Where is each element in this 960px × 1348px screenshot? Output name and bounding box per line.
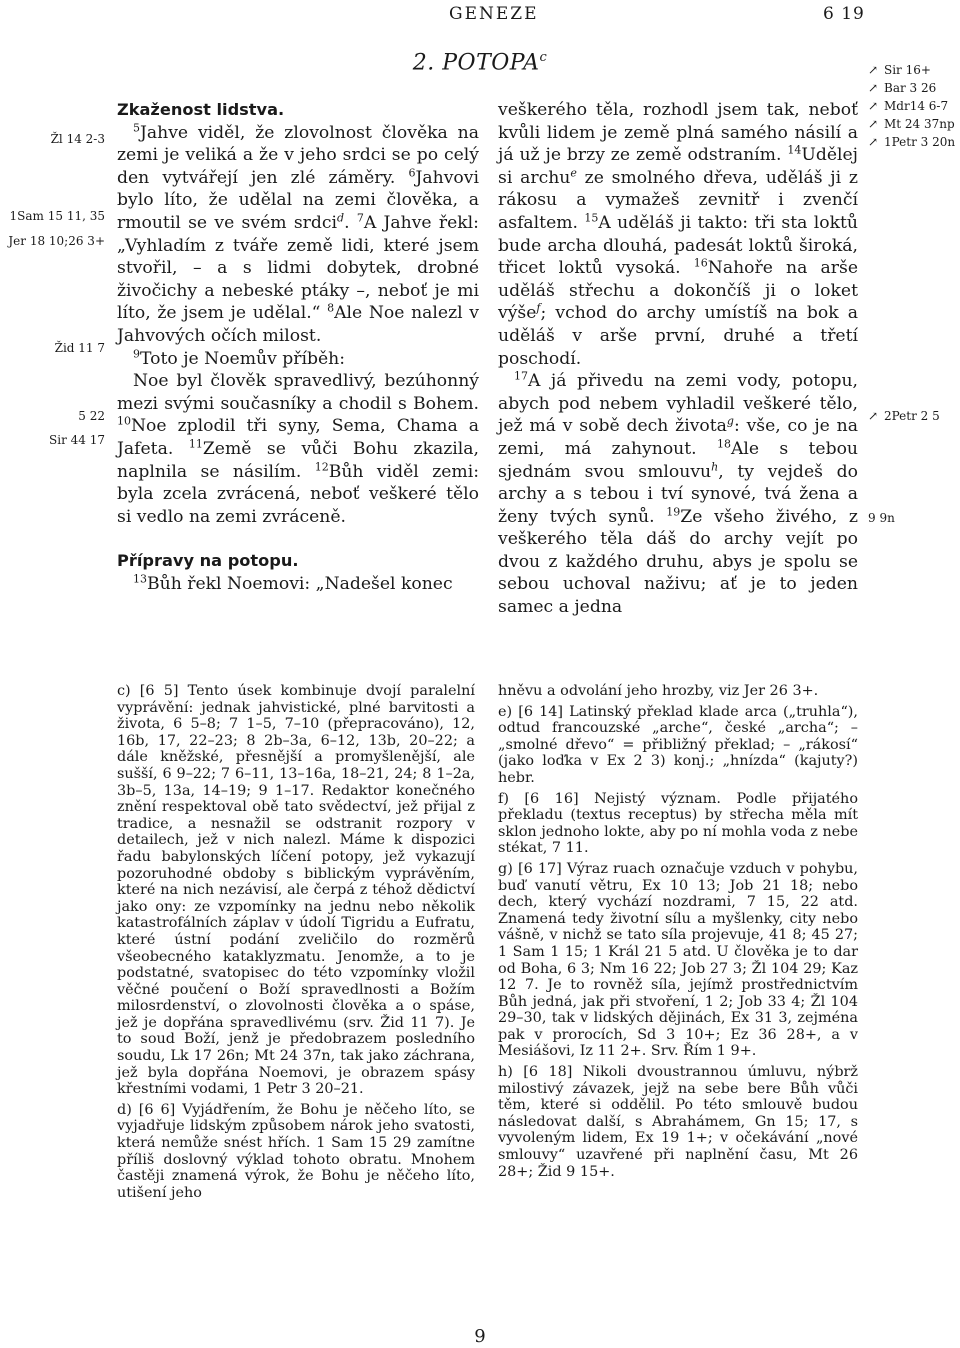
- margin-ref: ↗ Mt 24 37np: [868, 117, 955, 131]
- margin-ref: 5 22: [78, 409, 105, 423]
- verse-number: 12: [314, 459, 329, 473]
- verse-text: A uděláš ji takto: tři sta loktů bude archa dlouhá, padesát loktů široká, třicet loktů vysoká.: [498, 212, 858, 279]
- verse-number: 18: [716, 437, 731, 451]
- footnote-g: g) [6 17] Výraz ruach označuje vzduch v pohybu, buď vanutí větru, Ex 10 13; Job 21 18; nebo dech, který vychází nozdrami, 7 15, 22 atd. Znamená tedy životní sílu a myšlenky, city nebo vášně, v nichž se tato síla projevuje, 41 8; 45 27; 1 Sam 1 15; 1 Král 21 5 atd. U člověka je to dar od Boha, 6 3; Nm 16 22; Job 27 3; Žl 104 29; Kaz 12 7. Je to rovněž síla, jejímž prostřednictvím Bůh jedná, jak při stvoření, 1 2; Job 33 4; Žl 104 29–30, tak v lidských dějinách, Ex 31 3, zejména pak v prorocích, Sd 3 10+; Ez 36 28+, a v Mesiášovi, Iz 11 2+. Srv. Řím 1 9+.: [498, 860, 858, 1060]
- page-number: 9: [474, 1326, 486, 1347]
- verse-text: Toto je Noemův příběh:: [140, 348, 346, 369]
- main-text-left-column: [117, 99, 479, 595]
- arrow-icon: ↗: [868, 117, 879, 131]
- running-head: [0, 4, 960, 28]
- footnote-e: e) [6 14] Latinský překlad klade arca („truhla“), odtud francouzské „arche“, české „archa“; – „smolné dřevo“ = přibližný překlad; – „rákosí“ (jako loďka v Ex 2 3) konj.; „hnízda“ (kajuty?) hebr.: [498, 703, 858, 786]
- footnote-d-continued: hněvu a odvolání jeho hrozby, viz Jer 26 3+.: [498, 683, 819, 699]
- verse-text: Bůh viděl zemi: byla zcela zvrácená, neboť veškeré tělo si vedlo na zemi zvráceně.: [117, 461, 480, 527]
- verse-block: [498, 370, 858, 619]
- footnote-mark: d: [337, 211, 345, 225]
- chapter-verse-ref: 6 19: [823, 4, 865, 24]
- margin-ref: ↗ Bar 3 26: [868, 81, 937, 95]
- verse-block: [117, 348, 479, 371]
- margin-ref: ↗ 2Petr 2 5: [868, 409, 940, 423]
- verse-block: [117, 370, 479, 528]
- footnote-h: h) [6 18] Nikoli dvoustrannou úmluvu, nýbrž milostivý závazek, jejž na sebe bere Bůh vůči těm, které si oddělil. Po této smlouvě budou následovat další, s Abrahámem, Gn 15; 17, s vyvoleným lidem, Ex 19 1+; v očekávání „nové smlouvy“ uzavřené při naplnění času, Mt 26 28+; Žid 9 15+.: [498, 1064, 858, 1180]
- verse-number: 10: [117, 414, 131, 428]
- section-title-text: 2. POTOPA: [412, 50, 540, 76]
- section-heading: Zkaženost lidstva.: [117, 100, 285, 119]
- verse-text: A já přivedu na zemi vody, potopu, abych pod nebem vyhladil veškeré tělo, jež má v sobě dech života: [498, 371, 858, 437]
- verse-text: : vše, co je na zemi, má zahynout.: [498, 416, 858, 459]
- verse-text: Ze všeho živého, z veškerého těla dáš do archy vejít po dvou z každého druhu, abys je spolu se sebou uchoval naživu; ať je to jeden samec a jedna: [498, 506, 858, 618]
- arrow-icon: ↗: [868, 63, 879, 77]
- footnotes-right-column: [498, 683, 858, 1184]
- verse-text: Jahve viděl, že zlovolnost člověka na zemi je veliká a že v jeho srdci se po celý den vytvářejí jen zlé záměry.: [117, 122, 479, 188]
- verse-block: [117, 573, 479, 596]
- verse-text: veškerého těla, rozhodl jsem tak, neboť kvůli lidem je země plná samého násilí a já už je brzy ze země odstraním.: [498, 100, 858, 166]
- footnote-c: c) [6 5] Tento úsek kombinuje dvojí paralelní vyprávění: jednak jahvistické, plné barvitosti a života, 6 5–8; 7 1–5, 7–10 (přepracováno), 12, 16b, 17, 22–23; 8 2b–3a, 6–12, 13b, 20–22; a dále kněžské, přesnější a promyšlenější, ale sušší, 6 9–22; 7 6–11, 13–16a, 18–21, 24; 8 1–2a, 3b–5, 13a, 14–19; 9 1–17. Redaktor konečného znění respektoval obě tato svědectví, jež přijal z tradice, a nesnažil se odstranit rozpory v detailech, jež v nich nalezl. Máme k dispozici řadu babylonských líčení potopy, jež vykazují pozoruhodné obdoby s biblickým vyprávěním, které na nich nezávisí, ale čerpá z téhož dědictví jako ony: ze vzpomínky na jednu nebo několik katastrofálních záplav v údolí Tigridu a Eufratu, které ústní podání zveličilo do rozměrů všeobecného kataklyzmatu. Jenomže, a to je podstatné, svatopisec do této vzpomínky vložil věčné poučení o Boží spravedlnosti a Božím milosrdenství, o zlovolnosti člověka a o spáse, jež je dopřána spravedlivému (srv. Žid 11 7). Je to soud Boží, jenž je předobrazem posledního soudu, Lk 17 26n; Mt 24 37n, tak jako záchrana, jež byla dopřána Noemovi, je obrazem spásy křestními vodami, 1 Petr 3 20–21.: [117, 683, 475, 1098]
- section-title: [0, 50, 960, 75]
- verse-number: 6: [408, 166, 416, 180]
- footnote-mark: f: [536, 301, 541, 315]
- footnote-mark: e: [570, 166, 577, 180]
- verse-number: 17: [514, 369, 528, 383]
- verse-text: Ale Noe nalezl v Jahvových očích milost.: [117, 303, 479, 346]
- footnotes-left-column: [117, 683, 475, 1205]
- verse-text: , ty vejdeš do archy a s tebou i tví synové, tvá žena a ženy tvých synů.: [498, 461, 858, 527]
- verse-number: 15: [584, 211, 599, 225]
- verse-number: 19: [666, 504, 681, 518]
- verse-block: $^5$Jahve viděl, že zlovolnost člověka na zemi je veliká a že v jeho srdci se po celý den vytvářejí jen zlé záměry. $^6$Jahvovi bylo líto, že udělal na zemi člověka, a rmoutil se ve svém srdci$^d$. $^7$A Jahve řekl: „Vyhladím z tváře země lidi, které jsem stvořil, – a s lidmi dobytek, drobné živočichy a nebeské ptáky –, neboť je mi líto, že jsem je udělal.“ $^8$Ale Noe nalezl v Jahvových očích milost.: [117, 120, 479, 346]
- margin-ref: Žl 14 2-3: [50, 132, 105, 146]
- section-title-note-mark: c: [539, 50, 548, 65]
- arrow-icon: ↗: [868, 99, 879, 113]
- margin-ref: ↗ Sir 16+: [868, 63, 931, 77]
- verse-block: [498, 99, 858, 370]
- verse-text: ze smolného dřeva, uděláš ji z rákosu a vymažeš zevnitř i zvenčí asfaltem.: [498, 167, 858, 233]
- footnote-mark: g: [726, 414, 734, 428]
- margin-ref: Žid 11 7: [54, 341, 105, 355]
- verse-text: Udělej si archu: [498, 145, 858, 188]
- verse-text: Ale s tebou sjednám svou smlouvu: [498, 438, 858, 482]
- section-heading: Přípravy na potopu.: [117, 551, 299, 571]
- book-title: GENEZE: [449, 4, 539, 24]
- verse-text: Noe zplodil tři syny, Sema, Chama a Jafeta.: [117, 416, 479, 459]
- verse-text: A Jahve řekl: „Vyhladím z tváře země lidi, které jsem stvořil, – a s lidmi dobytek, drobné živočichy a nebeské ptáky –, neboť je mi líto, že jsem je udělal.“: [117, 212, 479, 324]
- margin-ref: Jer 18 10;26 3+: [8, 234, 105, 248]
- verse-number: 5: [133, 120, 140, 134]
- verse-text: Jahvovi bylo líto, že udělal na zemi člověka, a rmoutil se ve svém srdci: [117, 167, 479, 233]
- verse-text: ; vchod do archy umístíš na bok a uděláš v arše první, druhé a třetí poschodí.: [498, 303, 858, 369]
- margin-ref: ↗ 1Petr 3 20n: [868, 135, 956, 149]
- arrow-icon: ↗: [868, 409, 879, 423]
- verse-number: 8: [327, 301, 335, 315]
- margin-ref: ↗ Mdr14 6-7: [868, 99, 949, 113]
- verse-text: Nahoře na arše uděláš střechu a dokončíš ji o loket výše: [498, 258, 858, 324]
- footnote-f: f) [6 16] Nejistý význam. Podle přijatého překladu (textus receptus) by střecha měla mít sklon jednoho lokte, aby po ní mohla voda z nebe stékat, 7 11.: [498, 790, 858, 857]
- margin-ref: 1Sam 15 11, 35: [9, 209, 105, 223]
- verse-text: Země se vůči Bohu zkazila, naplnila se násilím.: [117, 438, 479, 482]
- verse-number: 14: [787, 143, 802, 157]
- footnote-d: d) [6 6] Vyjádřením, že Bohu je něčeho líto, se vyjadřuje lidským způsobem nárok jeho svatosti, která nemůže snést hřích. 1 Sam 15 29 zamítne příliš doslovný výklad tohoto obratu. Mnohem častěji znamená výrok, že Bohu je něčeho líto, utišení jeho: [117, 1101, 475, 1201]
- verse-number: 11: [188, 437, 203, 451]
- verse-text: Noe byl člověk spravedlivý, bezúhonný mezi svými současníky a chodil s Bohem.: [117, 371, 479, 414]
- verse-text: Bůh řekl Noemovi: „Nadešel konec: [147, 573, 453, 594]
- margin-ref: Sir 44 17: [49, 433, 105, 447]
- verse-number: 7: [356, 211, 364, 225]
- verse-number: 13: [133, 572, 147, 586]
- arrow-icon: ↗: [868, 135, 879, 149]
- verse-number: 9: [133, 346, 140, 360]
- verse-number: 16: [693, 256, 708, 270]
- margin-ref: 9 9n: [868, 511, 895, 525]
- footnote-mark: h: [711, 459, 719, 473]
- main-text-right-column: [498, 99, 858, 619]
- arrow-icon: ↗: [868, 81, 879, 95]
